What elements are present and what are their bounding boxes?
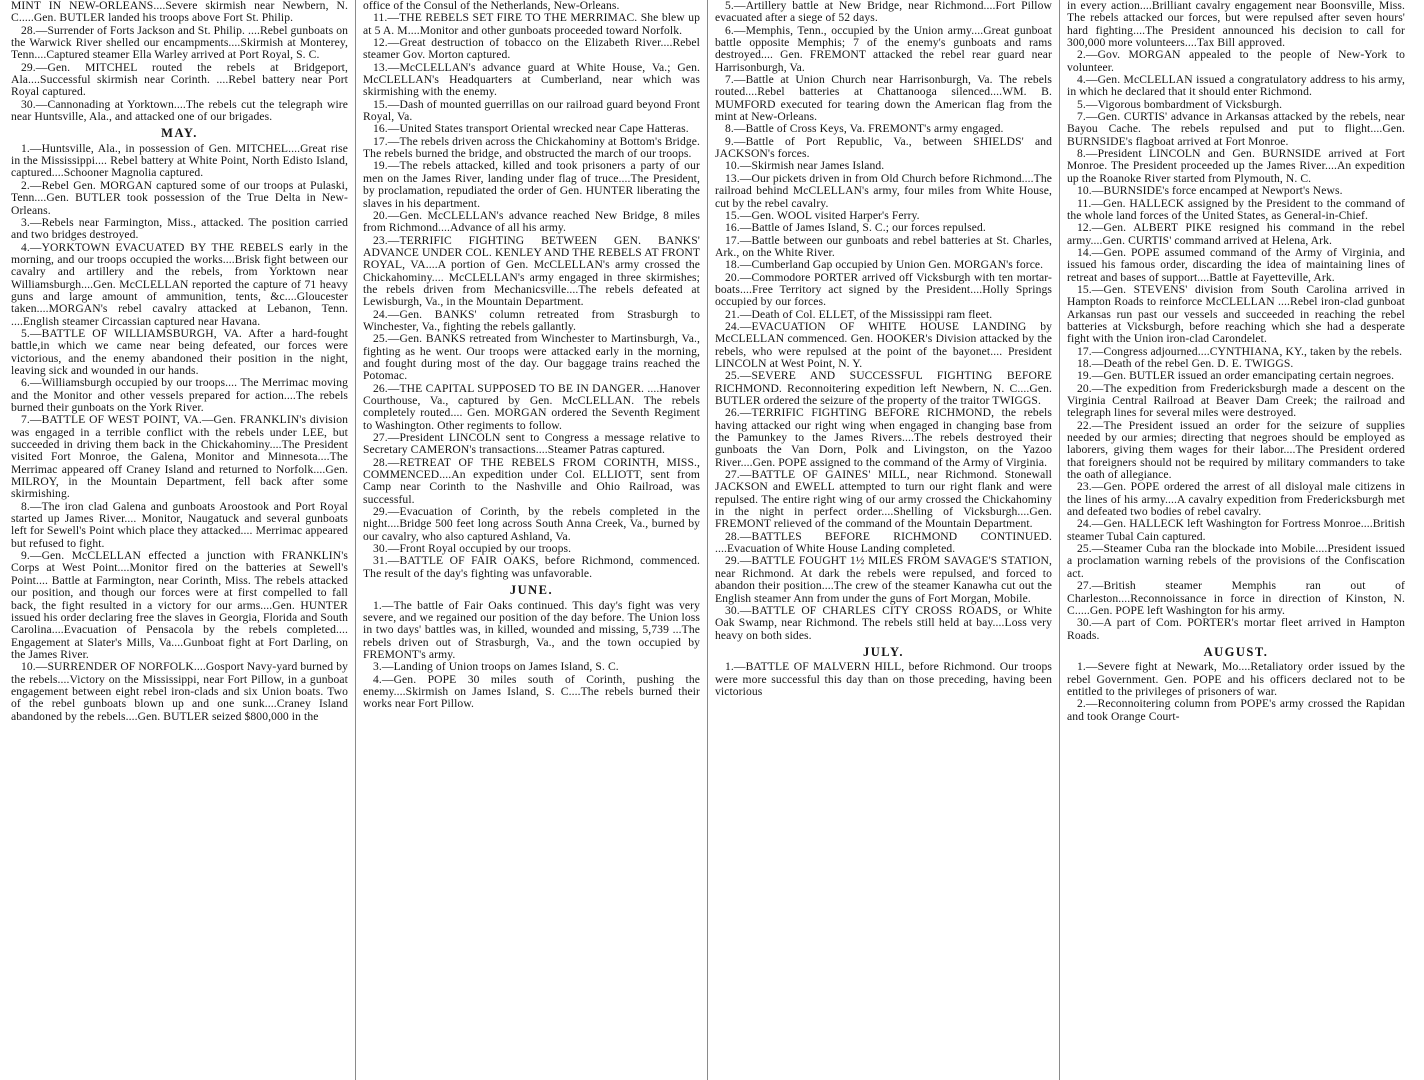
chronicle-entry: 12.—Great destruction of tobacco on the Elizabeth River....Rebel steamer Gov. Morton captured. [363,36,700,62]
chronicle-entry: 8.—Battle of Cross Keys, Va. FREMONT's army engaged. [725,122,1004,136]
chronicle-entry: 23.—TERRIFIC FIGHTING BETWEEN GEN. BANKS' ADVANCE UNDER COL. KENLEY AND THE REBELS AT FRONT ROYAL, VA....A portion of Gen. McCLELLAN's army crossed the Chickahominy.... McCLELLAN's army engaged in three skirmishes; the rebels driven from Mechanicsville....The rebels defeated at Lewisburgh, Va., in the Mountain Department. [363,233,700,309]
chronicle-entry: 18.—Cumberland Gap occupied by Union Gen. MORGAN's force. [725,258,1044,272]
chronicle-entry: 31.—BATTLE OF FAIR OAKS, before Richmond, commenced. The result of the day's fighting was unfavorable. [363,554,700,580]
chronicle-entry: 5.—Artillery battle at New Bridge, near Richmond....Fort Pillow evacuated after a siege of 52 days. [715,0,1052,25]
chronicle-entry: 10.—SURRENDER OF NORFOLK....Gosport Navy-yard burned by the rebels....Victory on the Mississippi, near Fort Pillow, in a gunboat engagement between eight rebel iron-clads and six Union boats. Two of the rebel gunboats blown up and one sunk....Craney Island abandoned by the rebels....Gen. BUTLER seized $800,000 in the [11,660,348,723]
chronicle-entry: 30.—BATTLE OF CHARLES CITY CROSS ROADS, or White Oak Swamp, near Richmond. The rebels still held at bay....Loss very heavy on both sides. [715,603,1052,642]
chronicle-entry: 7.—Battle at Union Church near Harrisonburgh, Va. The rebels routed....Rebel batteries at Chattanooga silenced....WM. B. MUMFORD executed for tearing down the American flag from the mint at New-Orleans. [715,73,1052,124]
chronicle-entry: 28.—RETREAT OF THE REBELS FROM CORINTH, MISS., COMMENCED....An expedition under Col. ELLIOTT, sent from Camp near Corinth to the Nashville and Ohio Railroad, was successful. [363,455,700,506]
chronicle-entry: 1.—BATTLE OF MALVERN HILL, before Richmond. Our troops were more successful this day than on those preceding, having been victorious [715,660,1052,698]
chronicle-entry: 30.—Front Royal occupied by our troops. [373,542,572,556]
chronicle-entry: 4.—Gen. POPE 30 miles south of Corinth, pushing the enemy....Skirmish on James Island, S. C....The rebels burned their works near Fort Pillow. [363,672,700,711]
chronicle-entry: 25.—SEVERE AND SUCCESSFUL FIGHTING BEFORE RICHMOND. Reconnoitering expedition left Newbern, N. C....Gen. BUTLER ordered the seizure of the property of the traitor TWIGGS. [715,369,1052,407]
chronicle-entry: 26.—TERRIFIC FIGHTING BEFORE RICHMOND, the rebels having attacked our right wing when engaged in changing base from the Pamunkey to the James Rivers....The rebels destroyed their gunboats the Van Dorn, Polk and Livingston, on the Yazoo River....Gen. POPE assigned to the command of the Army of Virginia. [715,406,1052,469]
chronicle-entry: 22.—The President issued an order for the seizure of supplies needed by our armies; directing that negroes should be employed as laborers, giving them wages for their labor....The President ordered that foreigners should not be required by military commanders to take the oath of allegiance. [1067,418,1405,482]
chronicle-entry: 13.—McCLELLAN's advance guard at White House, Va.; Gen. McCLELLAN's Headquarters at Cumberland, near which was skirmishing with the enemy. [363,60,700,99]
chronicle-entry: 9.—Battle of Port Republic, Va., between SHIELDS' and JACKSON's forces. [715,134,1052,161]
chronicle-entry: 3.—Rebels near Farmington, Miss., attacked. The position carried and two bridges destroyed. [11,215,348,242]
chronicle-entry: 14.—Gen. POPE assumed command of the Army of Virginia, and issued his famous order, discarding the idea of maintaining lines of retreat and bases of support....Battle at Fayetteville, Ark. [1067,245,1405,284]
chronicle-entry: 30.—A part of Com. PORTER's mortar fleet arrived in Hampton Roads. [1067,616,1405,642]
chronicle-entry: 11.—THE REBELS SET FIRE TO THE MERRIMAC. She blew up at 5 A. M....Monitor and other gunboats proceeded toward Norfolk. [363,11,700,37]
chronicle-entry: MINT IN NEW-ORLEANS....Severe skirmish near Newbern, N. C.....Gen. BUTLER landed his troops above Fort St. Philip. [11,0,348,25]
chronicle-entry: in every action....Brilliant cavalry engagement near Boonsville, Miss. The rebels attacked our forces, but were repulsed after seven hours' hard fighting....The President announced his decision to call for 300,000 more volunteers....Tax Bill approved. [1067,0,1405,50]
chronicle-entry: 1.—Huntsville, Ala., in possession of Gen. MITCHEL....Great rise in the Mississippi.... Rebel battery at White Point, North Edisto Island, captured....Schooner Magnolia captured. [11,141,348,180]
chronicle-entry: 15.—Dash of mounted guerrillas on our railroad guard beyond Front Royal, Va. [363,97,700,124]
chronicle-entry: 29.—BATTLE FOUGHT 1½ MILES FROM SAVAGE'S STATION, near Richmond. At dark the rebels were repulsed, and forced to abandon their position....The crew of the steamer Kanawha cut out the English steamer Ann from under the guns of Fort Morgan, Mobile. [715,554,1052,605]
chronicle-entry: 25.—Gen. BANKS retreated from Winchester to Martinsburgh, Va., fighting as he went. Our troops were attacked early in the morning, and fought during most of the day. Our baggage trains reached the Potomac. [363,332,700,383]
chronicle-entry: 10.—BURNSIDE's force encamped at Newport's News. [1077,184,1343,198]
chronicle-entry: 24.—EVACUATION OF WHITE HOUSE LANDING by McCLELLAN commenced. Gen. HOOKER's Division attacked by the rebels, who were repulsed at the point of the bayonet.... President LINCOLN at West Point, N. Y. [715,319,1052,370]
chronicle-entry: 28.—BATTLES BEFORE RICHMOND CONTINUED. ....Evacuation of White House Landing completed. [715,529,1052,556]
chronicle-entry: 7.—BATTLE OF WEST POINT, VA.—Gen. FRANKLIN's division was engaged in a terrible conflict with the rebels under LEE, but succeeded in driving them back in the Chickahominy....The President visited Fort Monroe, the Galena, Monitor and Minnesota....The Merrimac appeared off Craney Island and returned to Norfolk....Gen. MILROY, in the Mountain Department, fell back after some skirmishing. [11,413,348,501]
chronicle-entry: 29.—Evacuation of Corinth, by the rebels completed in the night....Bridge 500 feet long across South Anna Creek, Va., burned by our cavalry, who also captured Ashland, Va. [363,505,700,543]
chronicle-entry: 2.—Reconnoitering column from POPE's army crossed the Rapidan and took Orange Court- [1067,697,1405,723]
month-heading: JUNE. [509,583,554,598]
chronicle-entry: 9.—Gen. McCLELLAN effected a junction with FRANKLIN's Corps at West Point....Monitor fired on the batteries at Sewell's Point.... Battle at Farmington, near Corinth, Miss. The rebels attacked our position, and though our forces were at first compelled to fall back, the fight resulted in a victory for our arms....Gen. HUNTER issued his order declaring free the slaves in Georgia, Florida and South Carolina....Evacuation of Pensacola by the rebels completed.... Engagement at Slater's Mills, Va....Gunboat fight at Fort Darling, on the James River. [11,549,348,661]
column-1 [4,0,356,1080]
chronicle-entry: 11.—Gen. HALLECK assigned by the President to the command of the whole land forces of the United States, as General-in-Chief. [1067,196,1405,222]
chronicle-entry: 15.—Gen. STEVENS' division from South Carolina arrived in Hampton Roads to reinforce McCLELLAN ....Rebel iron-clad gunboat Arkansas run past our vessels and succeeded in reaching the rebel batteries at Vicksburgh, before reaching which she had a desperate fight with the Union iron-clad Carondelet. [1067,282,1405,346]
chronicle-entry: 28.—Surrender of Forts Jackson and St. Philip. ....Rebel gunboats on the Warwick River shelled our encampments....Skirmish at Monterey, Tenn....Captured steamer Ella Warley arrived at Port Royal, S. C. [11,23,348,62]
chronicle-entry: 18.—Death of the rebel Gen. D. E. TWIGGS. [1077,356,1294,370]
chronicle-entry: 29.—Gen. MITCHEL routed the rebels at Bridgeport, Ala....Successful skirmish near Corinth. ....Rebel battery near Port Royal captured. [11,60,348,99]
chronicle-entry: 27.—British steamer Memphis ran out of Charleston....Reconnoissance in force in direction of Kinston, N. C.....Gen. POPE left Washington for his army. [1067,579,1405,617]
chronicle-entry: 23.—Gen. POPE ordered the arrest of all disloyal male citizens in the lines of his army....A cavalry expedition from Fredericksburgh met and defeated two bodies of rebel cavalry. [1067,480,1405,519]
chronicle-entry: 8.—President LINCOLN and Gen. BURNSIDE arrived at Fort Monroe. The President proceeded up the James River....An expedition up the Roanoke River started from Plymouth, N. C. [1067,147,1405,185]
chronicle-entry: 24.—Gen. HALLECK left Washington for Fortress Monroe....British steamer Tubal Cain captured. [1067,517,1405,543]
chronicle-entry: 4.—YORKTOWN EVACUATED BY THE REBELS early in the morning, and our troops occupied the works....Brisk fight between our cavalry and artillery and the rebels, from Yorktown near Williamsburgh....Gen. McCLELLAN reported the capture of 71 heavy guns and large amount of ammunition, tents, &c....Gloucester taken....MORGAN's rebel cavalry attacked at Lebanon, Tenn. ....English steamer Circassian captured near Havana. [11,240,348,328]
chronicle-entry: 2.—Rebel Gen. MORGAN captured some of our troops at Pulaski, Tenn....Gen. BUTLER took possession of the True Delta in New-Orleans. [11,178,348,217]
chronicle-entry: 3.—Landing of Union troops on James Island, S. C. [373,660,619,674]
month-heading: AUGUST. [1203,644,1269,659]
chronicle-entry: 27.—BATTLE OF GAINES' MILL, near Richmond. Stonewall JACKSON and EWELL attempted to turn our right flank and were repulsed. The entire right wing of our army crossed the Chickahominy in the night in perfect order....Shelling of Vicksburgh....Gen. FREMONT relieved of the command of the Mountain Department. [715,468,1052,531]
chronicle-entry: 20.—Commodore PORTER arrived off Vicksburgh with ten mortar-boats....Free Territory act signed by the President....Holly Springs occupied by our forces. [715,270,1052,309]
chronicle-entry: 25.—Steamer Cuba ran the blockade into Mobile....President issued a proclamation warning rebels of the provisions of the Confiscation act. [1067,542,1405,580]
chronicle-entry: 7.—Gen. CURTIS' advance in Arkansas attacked by the rebels, near Bayou Cache. The rebels repulsed and put to flight....Gen. BURNSIDE's flagboat arrived at Fort Monroe. [1067,110,1405,148]
column-3 [708,0,1060,1080]
month-heading: MAY. [161,126,198,141]
month-heading: JULY. [863,644,904,659]
chronicle-entry: 8.—The iron clad Galena and gunboats Aroostook and Port Royal started up James River.... Monitor, Naugatuck and several gunboats left for Sewell's Point which place they attacked.... Merrimac appeared but refused to fight. [11,499,348,550]
chronicle-entry: 4.—Gen. McCLELLAN issued a congratulatory address to his army, in which he declared that it should enter Richmond. [1067,73,1405,99]
chronicle-entry: 12.—Gen. ALBERT PIKE resigned his command in the rebel army....Gen. CURTIS' command arrived at Helena, Ark. [1067,221,1405,247]
chronicle-entry: 17.—Battle between our gunboats and rebel batteries at St. Charles, Ark., on the White River. [715,233,1052,259]
column-2 [356,0,708,1080]
chronicle-entry: 10.—Skirmish near James Island. [725,159,885,173]
chronicle-entry: 26.—THE CAPITAL SUPPOSED TO BE IN DANGER. ....Hanover Courthouse, Va., captured by Gen. McCLELLAN. The rebels completely routed.... Gen. MORGAN ordered the Seventh Regiment to Washington. Other regiments to follow. [363,381,700,432]
chronicle-entry: 1.—Severe fight at Newark, Mo....Retaliatory order issued by the rebel Government. Gen. POPE and his officers declared not to be entitled to the privileges of prisoners of war. [1067,660,1405,698]
chronicle-entry: 17.—The rebels driven across the Chickahominy at Bottom's Bridge. The rebels burned the bridge, and obstructed the march of our troops. [363,134,700,161]
chronicle-entry: 17.—Congress adjourned....CYNTHIANA, KY., taken by the rebels. [1077,344,1403,358]
chronicle-entry: 20.—The expedition from Fredericksburgh made a descent on the Virginia Central Railroad at Beaver Dam Creek; the railroad and telegraph lines for several miles were destroyed. [1067,381,1405,420]
column-4 [1060,0,1412,1080]
chronicle-entry: 27.—President LINCOLN sent to Congress a message relative to Secretary CAMERON's transactions....Steamer Patras captured. [363,431,700,457]
chronicle-entry: 21.—Death of Col. ELLET, of the Mississippi ram fleet. [725,307,993,321]
chronicle-entry: 20.—Gen. McCLELLAN's advance reached New Bridge, 8 miles from Richmond....Advance of all his army. [363,208,700,235]
chronicle-entry: 19.—The rebels attacked, killed and took prisoners a party of our men on the James River, landing under flag of truce....The President, by proclamation, repudiated the order of Gen. HUNTER liberating the slaves in his department. [363,159,700,210]
chronicle-entry: 16.—United States transport Oriental wrecked near Cape Hatteras. [373,122,689,136]
chronicle-entry: 6.—Williamsburgh occupied by our troops.... The Merrimac moving and the Monitor and other vessels prepared for action....The rebels burned their gunboats on the York River. [11,376,348,414]
chronicle-entry: 19.—Gen. BUTLER issued an order emancipating certain negroes. [1077,369,1395,383]
chronicle-entry: 5.—Vigorous bombardment of Vicksburgh. [1077,97,1283,111]
chronicle-entry: 24.—Gen. BANKS' column retreated from Strasburgh to Winchester, Va., fighting the rebels gallantly. [363,307,700,333]
chronicle-entry: 6.—Memphis, Tenn., occupied by the Union army....Great gunboat battle opposite Memphis; 7 of the enemy's gunboats and rams destroyed.... Gen. FREMONT attacked the rebel rear guard near Harrisonburgh, Va. [715,23,1052,74]
chronicle-entry: 13.—Our pickets driven in from Old Church before Richmond....The railroad behind McCLELLAN's army, four miles from White House, cut by the rebel cavalry. [715,171,1052,210]
chronicle-entry: 2.—Gov. MORGAN appealed to the people of New-York to volunteer. [1067,48,1405,74]
chronicle-entry: 30.—Cannonading at Yorktown....The rebels cut the telegraph wire near Huntsville, Ala., and attacked one of our brigades. [11,97,348,124]
chronicle-entry: 5.—BATTLE OF WILLIAMSBURGH, VA. After a hard-fought battle,in which we came near being defeated, our forces were victorious, and the enemy abandoned their position in the night, leaving sick and wounded in our hands. [11,326,348,377]
chronicle-entry: office of the Consul of the Netherlands, New-Orleans. [363,0,620,12]
chronicle-entry: 1.—The battle of Fair Oaks continued. This day's fight was very severe, and we regained our position of the day before. The Union loss in two days' battles was, in killed, wounded and missing, 5,739 ...The rebels driven out of Strasburgh, Va., and the town occupied by FREMONT's army. [363,598,700,661]
chronicle-entry: 16.—Battle of James Island, S. C.; our forces repulsed. [725,221,986,235]
chronicle-entry: 15.—Gen. WOOL visited Harper's Ferry. [725,208,920,222]
